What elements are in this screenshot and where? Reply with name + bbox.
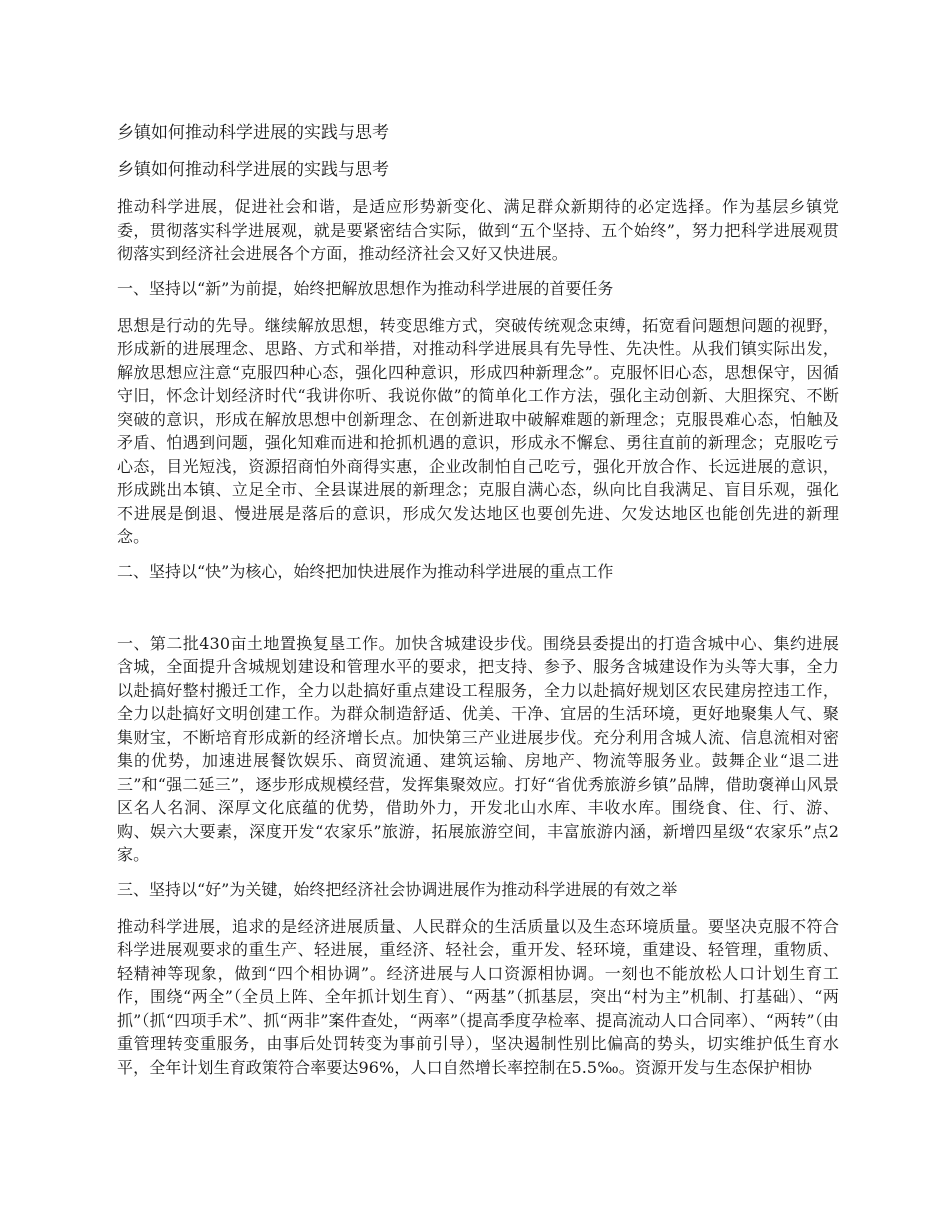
document-page xyxy=(117,121,839,1090)
section-2-heading: 二、坚持以“快”为核心，始终把加快进展作为推动科学进展的重点工作 xyxy=(117,561,614,581)
section-1-heading: 一、坚持以“新”为前提，始终把解放思想作为推动科学进展的首要任务 xyxy=(117,278,614,298)
section-1-paragraph: 思想是行动的先导。继续解放思想，转变思维方式，突破传统观念束缚，拓宽看问题想问题的视野，形成新的进展理念、思路、方式和举措，对推动科学进展具有先导性、先决性。从我们镇实际出发，解放思想应注意“克服四种心态，强化四种意识，形成四种新理念”。克服怀旧心态，思想保守，因循守旧，怀念计划经济时代“我讲你听、我说你做”的简单化工作方法，强化主动创新、大胆探究、不断突破的意识，形成在解放思想中创新理念、在创新进取中破解难题的新理念；克服畏难心态，怕触及矛盾、怕遇到问题，强化知难而进和抢抓机遇的意识，形成永不懈怠、勇往直前的新理念；克服吃亏心态，目光短浅，资源招商怕外商得实惠，企业改制怕自己吃亏，强化开放合作、长远进展的意识，形成跳出本镇、立足全市、全县谋进展的新理念；克服自满心态，纵向比自我满足、盲目乐观，强化不进展是倒退、慢进展是落后的意识，形成欠发达地区也要创先进、欠发达地区也能创先进的新理念。 xyxy=(117,315,839,546)
section-3-paragraph: 推动科学进展，追求的是经济进展质量、人民群众的生活质量以及生态环境质量。要坚决克服不符合科学进展观要求的重生产、轻进展，重经济、轻社会，重开发、轻环境，重建设、轻管理，重物质、轻精神等现象，做到“四个相协调”。经济进展与人口资源相协调。一刻也不能放松人口计划生育工作，围绕“两全”（全员上阵、全年抓计划生育）、“两基”（抓基层，突出“村为主”机制、打基础）、“两抓”（抓“四项手术”、抓“两非”案件查处，“两率”（提高季度孕检率、提高流动人口合同率）、“两转”（由重管理转变重服务，由事后处罚转变为事前引导），坚决遏制性别比偏高的势头，切实维护低生育水平，全年计划生育政策符合率要达96%，人口自然增长率控制在5.5‰。资源开发与生态保护相协 xyxy=(117,916,839,1077)
intro-paragraph: 推动科学进展，促进社会和谐，是适应形势新变化、满足群众新期待的必定选择。作为基层乡镇党委，贯彻落实科学进展观，就是要紧密结合实际，做到“五个坚持、五个始终”，努力把科学进展观贯彻落实到经济社会进展各个方面，推动经济社会又好又快进展。 xyxy=(117,197,839,263)
section-3-heading: 三、坚持以“好”为关键，始终把经济社会协调进展作为推动科学进展的有效之举 xyxy=(117,879,678,899)
section-2-paragraph: 一、第二批430亩土地置换复垦工作。加快含城建设步伐。围绕县委提出的打造含城中心、集约进展含城，全面提升含城规划建设和管理水平的要求，把支持、参予、服务含城建设作为头等大事，全力以赴搞好整村搬迁工作，全力以赴搞好重点建设工程服务，全力以赴搞好规划区农民建房控违工作，全力以赴搞好文明创建工作。为群众制造舒适、优美、干净、宜居的生活环境，更好地聚集人气、聚集财宝，不断培育形成新的经济增长点。加快第三产业进展步伐。充分利用含城人流、信息流相对密集的优势，加速进展餐饮娱乐、商贸流通、建筑运输、房地产、物流等服务业。鼓舞企业“退二进三”和“强二延三”，逐步形成规模经营，发挥集聚效应。打好“省优秀旅游乡镇”品牌，借助褒禅山风景区名人名洞、深厚文化底蕴的优势，借助外力，开发北山水库、丰收水库。围绕食、住、行、游、购、娱六大要素，深度开发“农家乐”旅游，拓展旅游空间，丰富旅游内涵，新增四星级“农家乐”点2家。 xyxy=(117,633,839,864)
blank-gap xyxy=(117,597,839,632)
document-subtitle: 乡镇如何推动科学进展的实践与思考 xyxy=(117,160,389,180)
document-title: 乡镇如何推动科学进展的实践与思考 xyxy=(117,123,389,143)
